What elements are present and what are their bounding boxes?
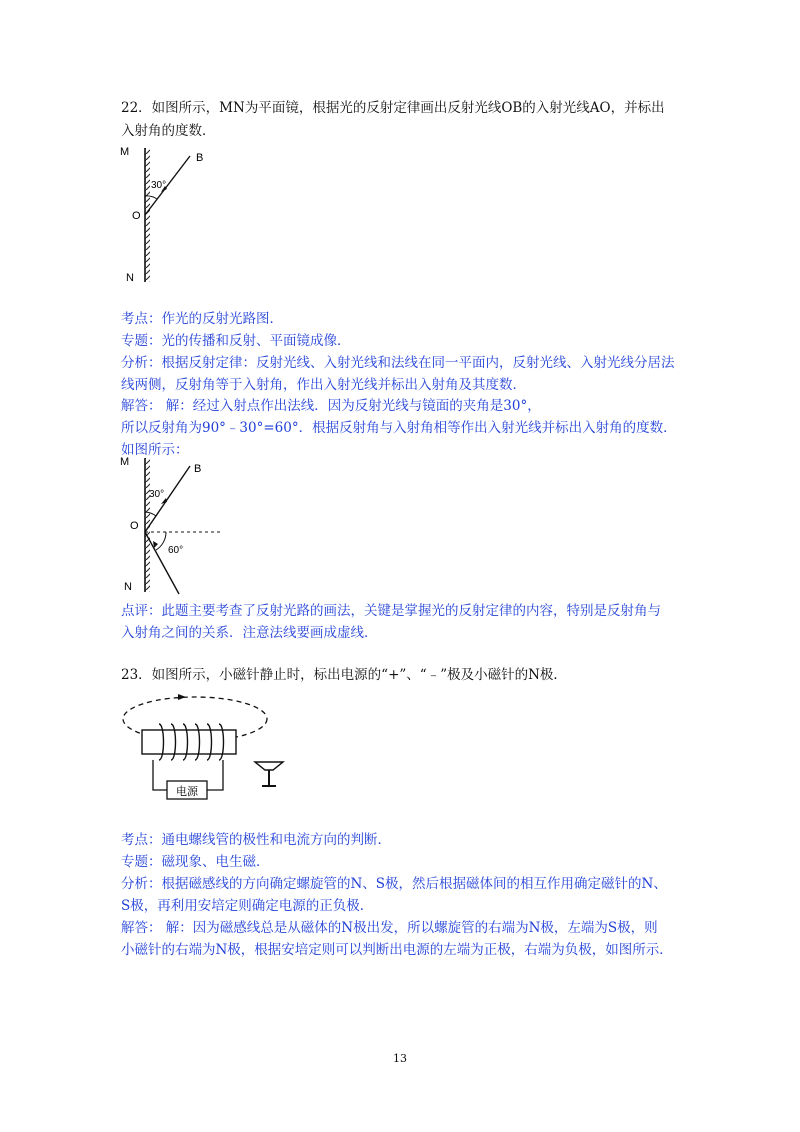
compass-needle-icon bbox=[255, 762, 283, 786]
incident-ray-ao bbox=[145, 532, 179, 594]
angle-arc-bottom bbox=[156, 532, 166, 550]
q22-mirror-figure bbox=[110, 142, 230, 287]
q22-dianping-line2: 入射角之间的关系．注意法线要画成虚线． bbox=[121, 625, 378, 641]
label-angle: 30° bbox=[151, 180, 167, 191]
label-m: M bbox=[120, 456, 130, 468]
label-o: O bbox=[132, 210, 141, 222]
q22-fenxi-line2: 线两侧，反射角等于入射角，作出入射光线并标出入射角及其度数． bbox=[121, 377, 526, 393]
q22-jieda-line1: 解答： 解：经过入射点作出法线．因为反射光线与镜面的夹角是30°， bbox=[121, 398, 541, 414]
q22-zhuanti: 专题：光的传播和反射、平面镜成像． bbox=[121, 333, 351, 349]
q23-text-line1: 23．如图所示，小磁针静止时，标出电源的“+”、“﹣”极及小磁针的N极． bbox=[121, 667, 567, 683]
q23-zhuanti: 专题：磁现象、电生磁． bbox=[121, 854, 270, 870]
label-b: B bbox=[196, 152, 204, 164]
q22-dianping-line1: 点评：此题主要考查了反射光路的画法，关键是掌握光的反射定律的内容，特别是反射角与 bbox=[121, 603, 661, 619]
label-angle-top: 30° bbox=[149, 489, 165, 500]
wire-left bbox=[153, 760, 167, 790]
q22-jieda-line2: 所以反射角为90°﹣30°=60°．根据反射角与入射角相等作出入射光线并标出入射角的度数． bbox=[121, 420, 677, 436]
q22-fenxi-line1: 分析：根据反射定律：反射光线、入射光线和法线在同一平面内，反射光线、入射光线分居法 bbox=[121, 355, 675, 371]
q23-jieda-line1: 解答： 解：因为磁感线总是从磁体的N极出发，所以螺旋管的右端为N极，左端为S极，则 bbox=[121, 920, 658, 936]
q22-kaodian: 考点：作光的反射光路图． bbox=[121, 311, 283, 327]
label-n: N bbox=[126, 272, 134, 284]
q23-solenoid-figure bbox=[115, 690, 300, 805]
q22-jieda-line3: 如图所示： bbox=[121, 442, 189, 458]
label-m: M bbox=[120, 146, 130, 158]
label-o: O bbox=[130, 520, 139, 532]
q23-jieda-line2: 小磁针的右端为N极，根据安培定则可以判断出电源的左端为正极，右端为负极，如图所示． bbox=[121, 942, 673, 958]
label-angle-bottom: 60° bbox=[168, 545, 184, 556]
q23-fenxi-line2: S极，再利用安培定则确定电源的正负极． bbox=[121, 898, 374, 914]
label-n: N bbox=[124, 581, 132, 593]
power-source-label: 电源 bbox=[176, 786, 198, 798]
q22-text-line2: 入射角的度数． bbox=[121, 123, 216, 139]
q22-solution-figure bbox=[110, 452, 235, 597]
q22-text-line1: 22．如图所示，MN为平面镜，根据光的反射定律画出反射光线OB的入射光线AO，并标出 bbox=[121, 100, 665, 116]
label-b: B bbox=[194, 463, 202, 475]
solenoid-core bbox=[142, 730, 236, 754]
q23-kaodian: 考点：通电螺线管的极性和电流方向的判断． bbox=[121, 832, 391, 848]
wire-right bbox=[207, 760, 223, 790]
page-number: 13 bbox=[393, 1052, 407, 1065]
field-direction-arrow bbox=[178, 694, 186, 700]
q23-fenxi-line1: 分析：根据磁感线的方向确定螺旋管的N、S极，然后根据磁体间的相互作用确定磁针的N、 bbox=[121, 876, 667, 892]
